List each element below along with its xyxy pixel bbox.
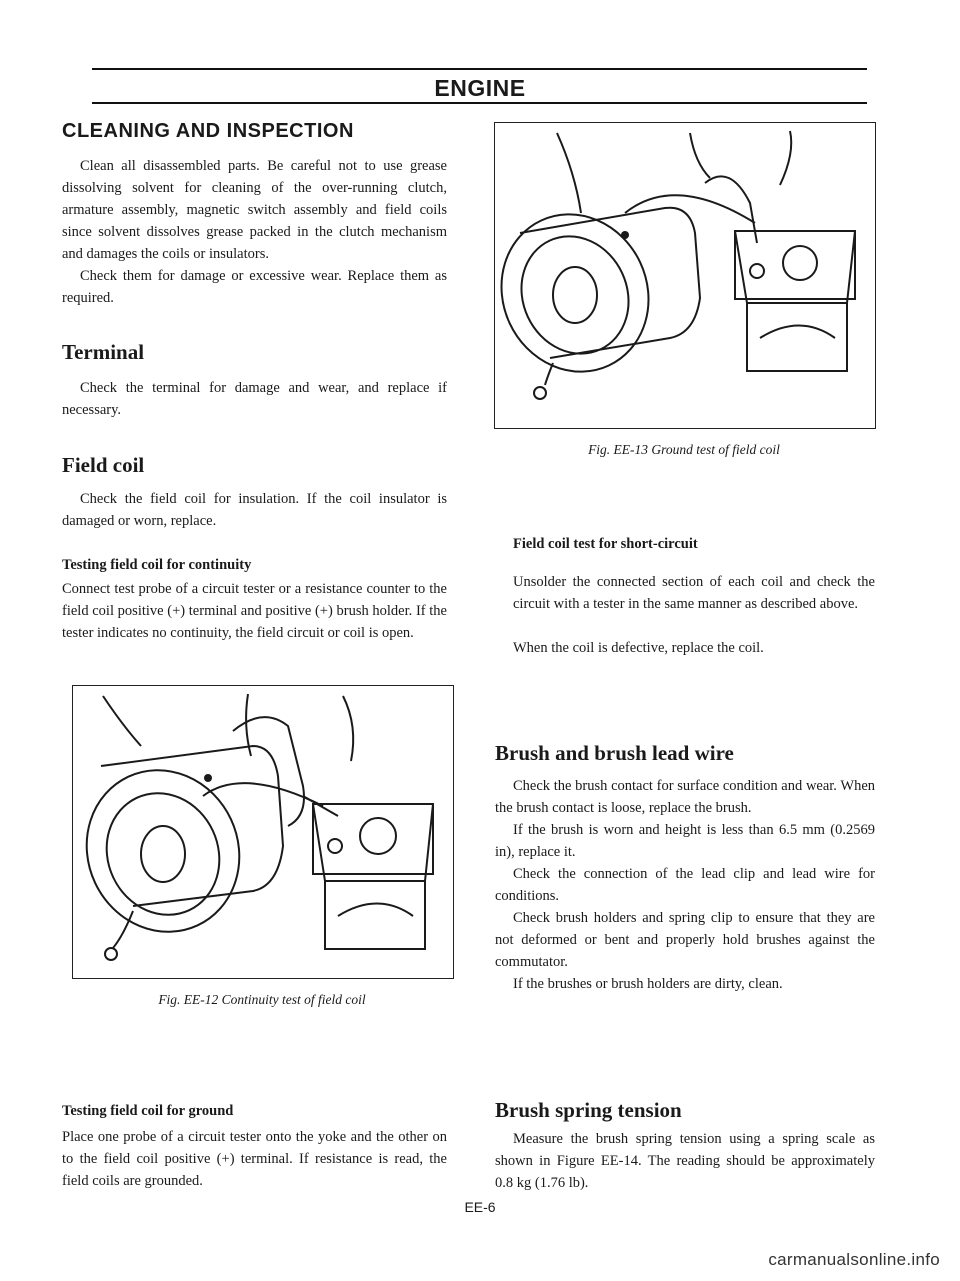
ground-test-illustration (495, 123, 875, 428)
watermark: carmanualsonline.info (768, 1250, 940, 1269)
brush-paragraph-3: Check the connection of the lead clip and lead wire for conditions. (495, 866, 875, 904)
continuity-test-heading: Testing field coil for continuity (62, 557, 252, 573)
ground-test-heading: Testing field coil for ground (62, 1103, 234, 1119)
short-circuit-heading: Field coil test for short-circuit (513, 536, 698, 552)
field-coil-paragraph: Check the field coil for insulation. If the coil insulator is damaged or worn, replace. (62, 491, 447, 529)
terminal-paragraph: Check the terminal for damage and wear, and replace if necessary. (62, 380, 447, 418)
short-circuit-paragraph-2: When the coil is defective, replace the coil. (513, 640, 764, 656)
brush-paragraph-2: If the brush is worn and height is less than 6.5 mm (0.2569 in), replace it. (495, 822, 875, 860)
brush-spring-tension-heading: Brush spring tension (495, 1098, 682, 1122)
brush-paragraph-1: Check the brush contact for surface condition and wear. When the brush contact is loose, replace the brush. (495, 778, 875, 816)
brush-lead-wire-heading: Brush and brush lead wire (495, 741, 734, 765)
cleaning-paragraph-1: Clean all disassembled parts. Be careful not to use grease dissolving solvent for cleaning of the over-running clutch, armature assembly, magnetic switch assembly and field coils since solvent dissolves grease packed in the clutch mechanism and damages the coils or insulators. (62, 158, 447, 262)
cleaning-paragraph-2: Check them for damage or excessive wear. Replace them as required. (62, 268, 447, 306)
page-header-title: ENGINE (434, 75, 526, 101)
cleaning-inspection-heading: CLEANING AND INSPECTION (62, 120, 354, 142)
short-circuit-paragraph-1: Unsolder the connected section of each coil and check the circuit with a tester in the same manner as described above. (513, 574, 875, 612)
figure-ee-12 (72, 685, 454, 979)
brush-spring-tension-paragraph: Measure the brush spring tension using a spring scale as shown in Figure EE-14. The reading should be approximately 0.8 kg (1.76 lb). (495, 1131, 875, 1191)
page-number: EE-6 (464, 1199, 496, 1215)
ground-test-paragraph: Place one probe of a circuit tester onto the yoke and the other on to the field coil positive (+) terminal. If resistance is read, the field coils are grounded. (62, 1129, 447, 1189)
figure-ee-12-caption: Fig. EE-12 Continuity test of field coil (158, 992, 366, 1007)
header-top-rule (92, 68, 867, 70)
brush-paragraph-5: If the brushes or brush holders are dirty, clean. (513, 976, 783, 992)
field-coil-heading: Field coil (62, 453, 145, 477)
header-bottom-rule (92, 102, 867, 104)
continuity-test-illustration (73, 686, 453, 978)
brush-paragraph-4: Check brush holders and spring clip to ensure that they are not deformed or bent and properly hold brushes against the commutator. (495, 910, 875, 970)
continuity-test-paragraph: Connect test probe of a circuit tester or a resistance counter to the field coil positive (+) terminal and positive (+) brush holder. If the tester indicates no continuity, the field circuit or coil is open. (62, 581, 447, 641)
terminal-heading: Terminal (62, 340, 145, 364)
figure-ee-13 (494, 122, 876, 429)
figure-ee-13-caption: Fig. EE-13 Ground test of field coil (588, 442, 780, 457)
